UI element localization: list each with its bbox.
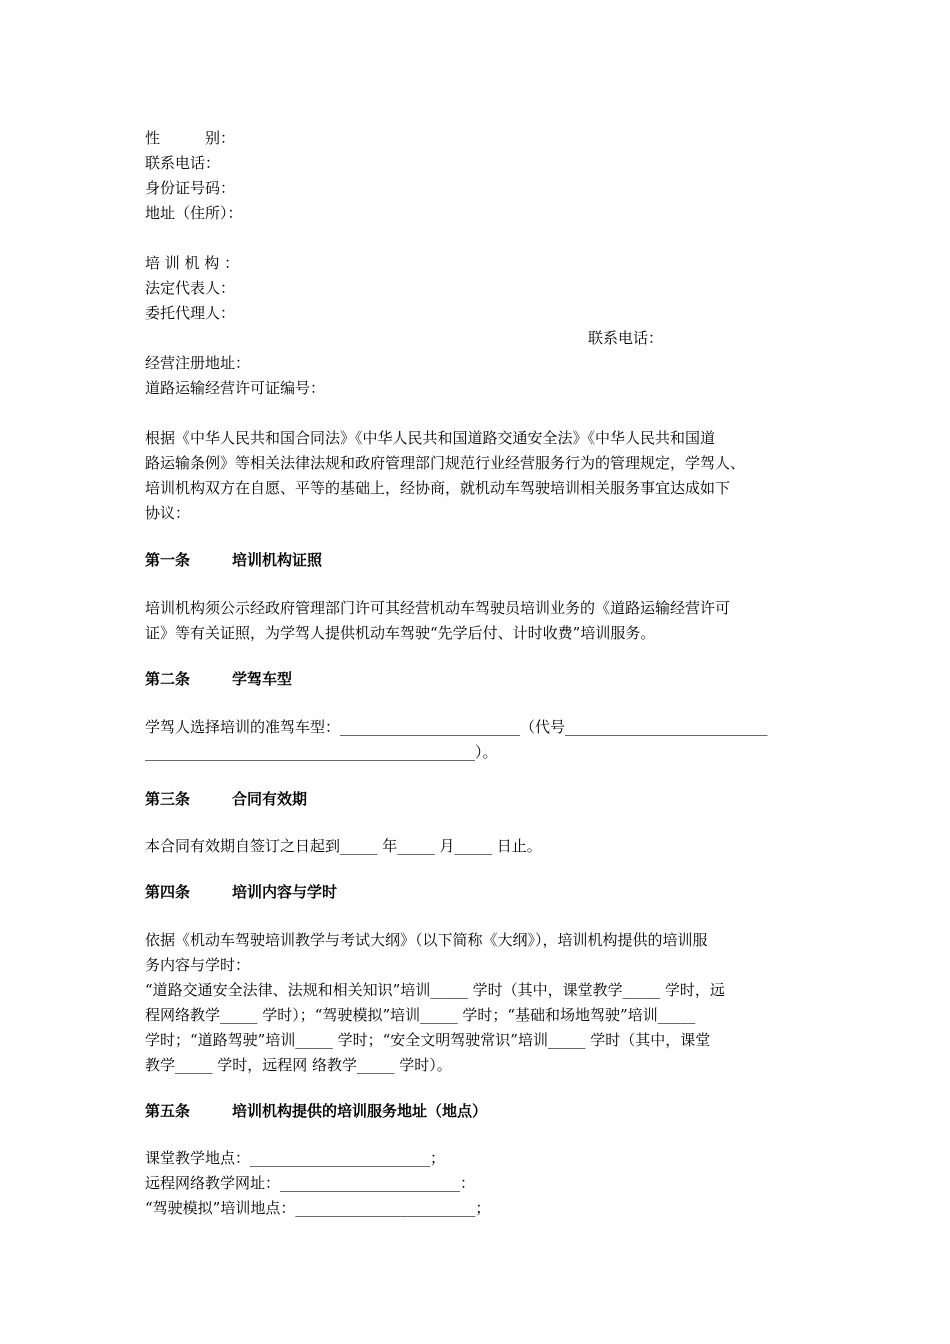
article-5-line: “驾驶模拟”培训地点：________________________；	[145, 1199, 491, 1217]
legal-representative-label: 法定代表人：	[145, 279, 236, 297]
article-2-line: 学驾人选择培训的准驾车型：________________________（代号___________________________	[145, 718, 768, 736]
training-org-label: 培 训 机 构 ：	[145, 254, 240, 272]
article-1-line: 证》等有关证照，为学驾人提供机动车驾驶“先学后付、计时收费”培训服务。	[145, 624, 656, 642]
article-4-line: 教学_____ 学时，远程网 络教学_____ 学时）。	[145, 1056, 452, 1074]
article-3-heading	[145, 787, 307, 811]
registered-address-label: 经营注册地址：	[145, 354, 251, 372]
article-number: 第二条	[145, 670, 191, 688]
id-number-label: 身份证号码：	[145, 179, 236, 197]
preamble-line: 根据《中华人民共和国合同法》《中华人民共和国道路交通安全法》《中华人民共和国道	[145, 429, 716, 447]
article-number: 第四条	[145, 883, 191, 901]
article-number: 第三条	[145, 790, 191, 808]
article-title: 培训机构证照	[232, 551, 323, 569]
article-5-heading	[145, 1099, 487, 1123]
article-title: 合同有效期	[232, 790, 308, 808]
article-title: 学驾车型	[232, 670, 293, 688]
license-number-label: 道路运输经营许可证编号：	[145, 379, 326, 397]
article-title: 培训机构提供的培训服务地址（地点）	[232, 1102, 488, 1120]
article-4-line: 程网络教学_____ 学时）；“驾驶模拟”培训_____ 学时；“基础和场地驾驶”培训_____	[145, 1006, 696, 1024]
article-4-line: 务内容与学时：	[145, 956, 251, 974]
article-1-heading	[145, 548, 322, 572]
article-2-line: ____________________________________________）。	[145, 743, 498, 761]
article-number: 第五条	[145, 1102, 191, 1120]
gender-label: 性 别：	[145, 129, 236, 147]
org-phone-label: 联系电话：	[588, 329, 664, 347]
article-4-line: 学时；“道路驾驶”培训_____ 学时；“安全文明驾驶常识”培训_____ 学时（其中，课堂	[145, 1031, 711, 1049]
learner-phone-label: 联系电话：	[145, 154, 221, 172]
article-3-line: 本合同有效期自签订之日起到_____ 年_____ 月_____ 日止。	[145, 837, 542, 855]
learner-address-label: 地址（住所）：	[145, 204, 243, 222]
preamble-line: 培训机构双方在自愿、平等的基础上，经协商，就机动车驾驶培训相关服务事宜达成如下	[145, 479, 731, 497]
article-5-line: 远程网络教学网址：________________________：	[145, 1174, 476, 1192]
article-number: 第一条	[145, 551, 191, 569]
preamble-line: 协议：	[145, 504, 191, 522]
preamble-line: 路运输条例》等相关法律法规和政府管理部门规范行业经营服务行为的管理规定，学驾人、	[145, 454, 746, 472]
article-4-heading	[145, 880, 337, 904]
article-1-line: 培训机构须公示经政府管理部门许可其经营机动车驾驶员培训业务的《道路运输经营许可	[145, 599, 731, 617]
article-5-line: 课堂教学地点：________________________；	[145, 1149, 446, 1167]
article-4-line: “道路交通安全法律、法规和相关知识”培训_____ 学时（其中，课堂教学_____ 学时，远	[145, 981, 725, 999]
article-4-line: 依据《机动车驾驶培训教学与考试大纲》（以下简称《大纲》），培训机构提供的培训服	[145, 931, 708, 949]
article-title: 培训内容与学时	[232, 883, 338, 901]
article-2-heading	[145, 667, 292, 691]
agent-label: 委托代理人：	[145, 304, 236, 322]
